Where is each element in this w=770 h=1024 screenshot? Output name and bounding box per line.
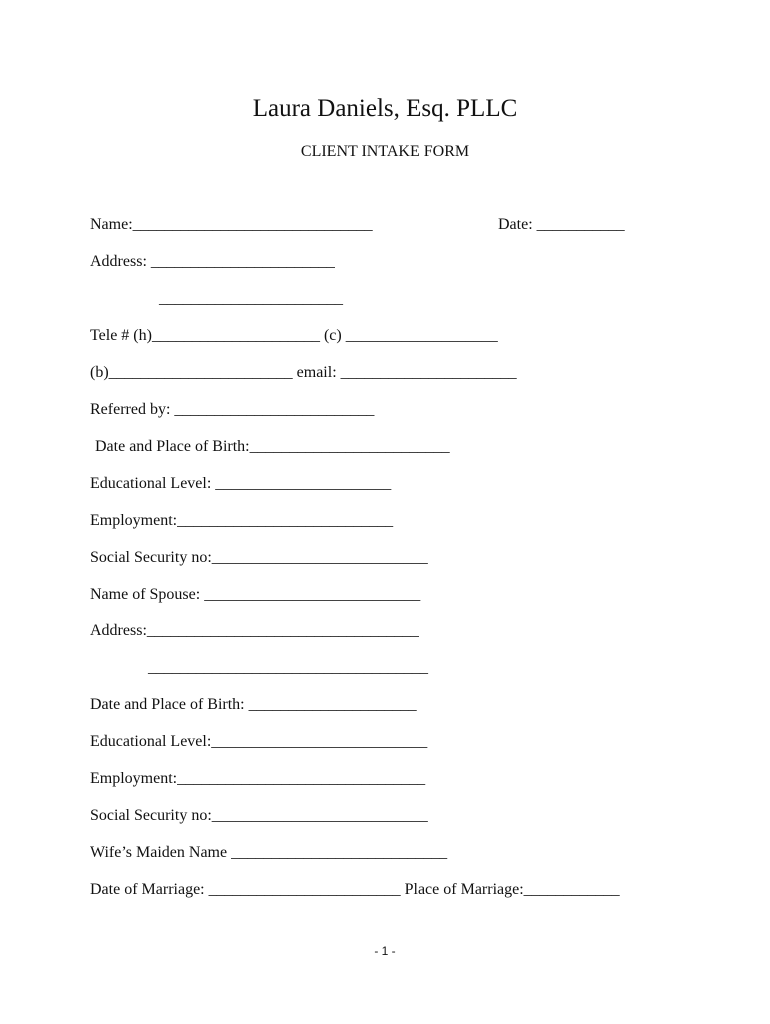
address-line-2[interactable]: _______________________ [159,290,343,307]
name-field[interactable]: Name:______________________________ [90,216,373,233]
referred-by-field[interactable]: Referred by: _________________________ [90,401,375,418]
business-phone-email-fields[interactable]: (b)_______________________ email: ______________________ [90,364,517,381]
social-security-field[interactable]: Social Security no:___________________________ [90,549,428,566]
birth-date-place-field[interactable]: Date and Place of Birth:_________________________ [95,438,450,455]
spouse-birth-date-place-field[interactable]: Date and Place of Birth: _____________________ [90,696,417,713]
page-number: - 1 - [374,944,396,958]
date-field[interactable]: Date: ___________ [498,216,625,233]
spouse-address-line-2[interactable]: ___________________________________ [148,659,428,676]
address-field[interactable]: Address: _______________________ [90,253,335,270]
telephone-fields[interactable]: Tele # (h)_____________________ (c) ___________________ [90,327,498,344]
spouse-educational-level-field[interactable]: Educational Level:___________________________ [90,733,428,750]
spouse-address-field[interactable]: Address:__________________________________ [90,622,419,639]
form-title: CLIENT INTAKE FORM [300,143,470,160]
spouse-name-field[interactable]: Name of Spouse: ___________________________ [90,586,421,603]
educational-level-field[interactable]: Educational Level: ______________________ [90,475,392,492]
marriage-date-place-fields[interactable]: Date of Marriage: ________________________ Place of Marriage:____________ [90,881,620,898]
wife-maiden-name-field[interactable]: Wife’s Maiden Name ___________________________ [90,844,448,861]
firm-name: Laura Daniels, Esq. PLLC [252,95,518,122]
spouse-employment-field[interactable]: Employment:_______________________________ [90,770,426,787]
employment-field[interactable]: Employment:___________________________ [90,512,394,529]
spouse-social-security-field[interactable]: Social Security no:___________________________ [90,807,428,824]
